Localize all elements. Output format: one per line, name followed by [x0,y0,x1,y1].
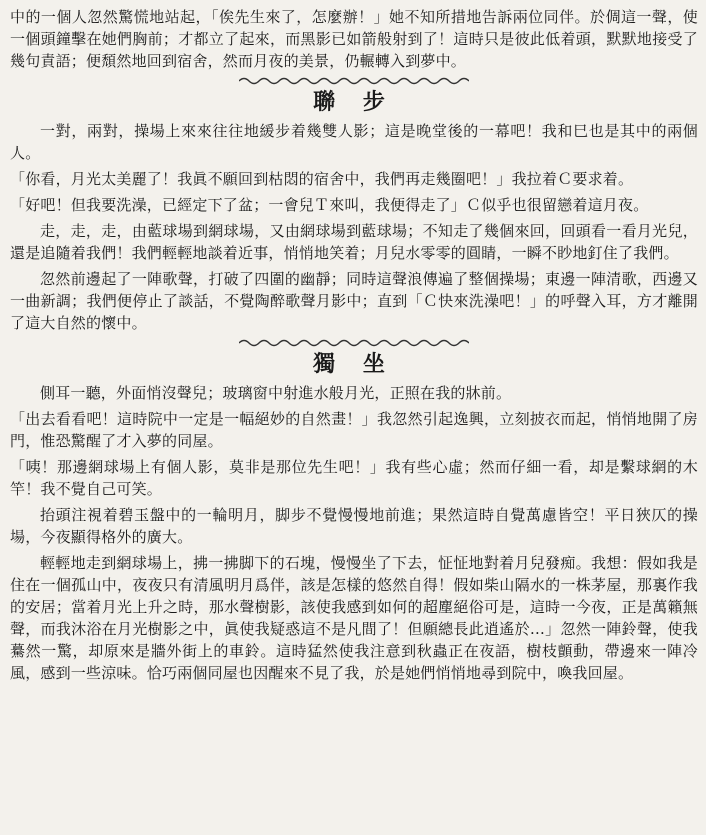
section-title: 獨 坐 [313,351,395,377]
section-paragraph: 忽然前邊起了一陣歌聲，打破了四圍的幽靜；同時這聲浪傳遍了整個操場；東邊一陣清歌，西邊又一曲新調；我們便停止了談話，不覺陶醉歌聲月影中；直到「Ｃ快來洗澡吧！」的呼聲入耳，方才離開了這大自然的懷中。 [10,270,698,332]
section-lianbu [10,88,698,334]
section-paragraph: 一對，兩對，操場上來來往往地緩步着幾雙人影；這是晚堂後的一幕吧！我和巳也是其中的兩個人。 [10,122,698,162]
intro-section [10,6,698,72]
wavy-divider [239,76,469,86]
section-title: 聯 步 [313,89,395,115]
section-paragraph: 輕輕地走到網球場上，拂一拂脚下的石塊，慢慢坐了下去，怔怔地對着月兒發痴。我想：假如我是住在一個孤山中，夜夜只有清風明月爲伴，該是怎樣的悠然自得！假如柴山隔水的一株茅屋，那裏作我的安居；當着月光上升之時，那水聲樹影，該使我感到如何的超塵絕俗可是，這時一今夜，正是萬籟無聲，而我沐浴在月光樹影之中，眞使我疑惑這不是凡間了！但願總長此逍遙於…」忽然一陣鈴聲，使我驀然一驚，却原來是牆外街上的車鈴。這時猛然使我注意到秋蟲正在夜語，樹枝顫動，帶邊來一陣冷風，感到一些涼味。恰巧兩個同屋也因醒來不見了我，於是她們悄悄地尋到院中，喚我回屋。 [10,554,698,682]
section-paragraph: 走，走，走，由藍球場到網球場，又由網球場到藍球場；不知走了幾個來回，回頭看一看月光兒，還是追隨着我們！我們輕輕地談着近事，悄悄地笑着；月兒水零零的圓睛，一瞬不眇地釘住了我們。 [10,222,698,262]
section-paragraph: 「好吧！但我要洗澡，已經定下了盆；一會兒Ｔ來叫，我便得走了」Ｃ似乎也很留戀着這月夜。 [10,196,649,214]
intro-paragraph: 中的一個人忽然驚慌地站起，「俟先生來了，怎麼辦！」她不知所措地告訴兩位同伴。於倜這一聲，使一個頭鐘擊在她們胸前；才都立了起來，而黑影已如箭般射到了！這時只是彼此低着頭，默默地接受了幾句責語；便頹然地回到宿舍，然而月夜的美景，仍輾轉入到夢中。 [10,8,698,70]
section-duzuo [10,350,698,684]
section-paragraph: 抬頭注視着碧玉盤中的一輪明月，脚步不覺慢慢地前進；果然這時自覺萬慮皆空！平日狹仄的操場，今夜顯得格外的廣大。 [10,506,698,546]
section-paragraph: 「出去看看吧！這時院中一定是一幅絕妙的自然畫！」我忽然引起逸興，立刻披衣而起，悄悄地開了房門，惟恐驚醒了才入夢的同屋。 [10,410,698,450]
section-paragraph: 「你看，月光太美麗了！我眞不願回到枯悶的宿舍中，我們再走幾圈吧！」我拉着Ｃ要求着。 [10,170,634,188]
section-paragraph: 「咦！那邊網球場上有個人影，莫非是那位先生吧！」我有些心虛；然而仔細一看，却是繫球網的木竿！我不覺自己可笑。 [10,458,698,498]
section-paragraph: 側耳一聽，外面悄沒聲兒；玻璃窗中射進水般月光，正照在我的牀前。 [40,384,512,402]
wavy-divider [239,338,469,348]
